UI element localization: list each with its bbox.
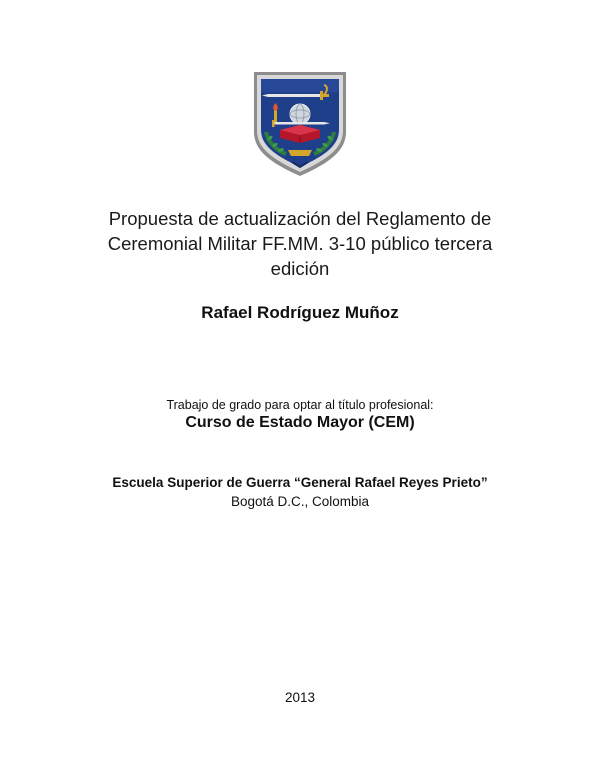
degree-intro: Trabajo de grado para optar al título profesional: xyxy=(166,398,434,412)
institution-location: Bogotá D.C., Colombia xyxy=(230,494,370,509)
author-name: Rafael Rodríguez Muñoz xyxy=(201,303,399,322)
institution-name: Escuela Superior de Guerra “General Rafael Reyes Prieto” xyxy=(112,475,488,490)
document-title: Propuesta de actualización del Reglamento de Ceremonial Militar FF.MM. 3-10 público tercera edición xyxy=(107,208,493,279)
military-school-crest-icon xyxy=(252,70,348,178)
degree-name: Curso de Estado Mayor (CEM) xyxy=(185,414,415,431)
publication-year: 2013 xyxy=(284,690,316,705)
